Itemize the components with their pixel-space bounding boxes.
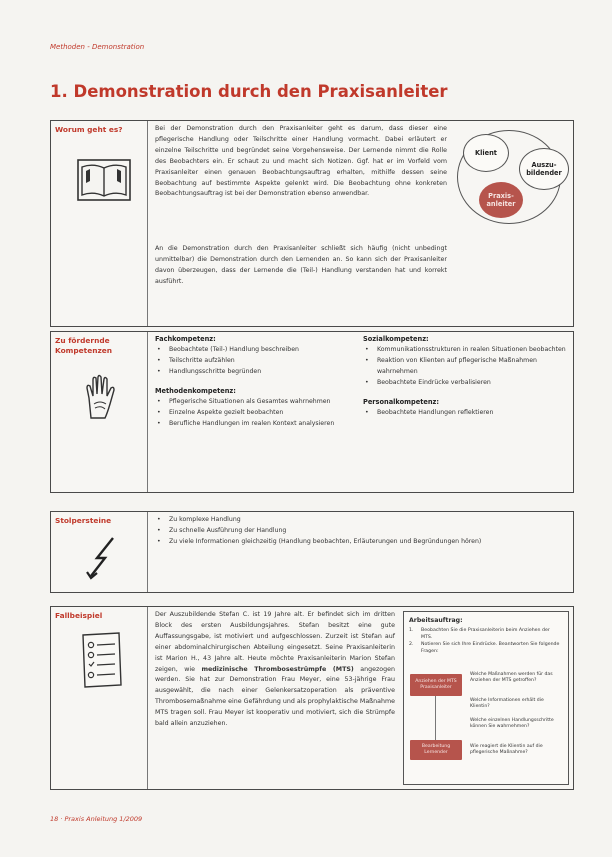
list-fachkompetenz — [155, 345, 353, 378]
heading-personalkompetenz: Personalkompetenz: — [363, 397, 440, 406]
case-paragraph — [155, 610, 395, 730]
list-item: • Handlungsschritte begründen — [155, 367, 353, 378]
list-item: • Kommunikationsstrukturen in realen Situationen beobachten — [363, 345, 567, 356]
why-paragraph-2: An die Demonstration durch den Praxisanleiter schließt sich häufig (nicht unbedingt unmittelbar) die Demonstration durch den Lernenden an. So kann sich der Praxisanleiter davon überzeugen, dass der Lernende die (Teil-) Handlung verstanden hat und korrekt ausführt. — [155, 245, 447, 285]
section-competencies — [50, 331, 574, 493]
list-item: • Beobachtete Eindrücke verbalisieren — [363, 378, 567, 389]
step-text: Beobachten Sie die Praxisanleiterin beim Anziehen der MTS. — [421, 628, 550, 640]
section-label-case: Fallbeispiel — [55, 611, 103, 620]
task-title: Arbeitsauftrag: — [409, 617, 463, 624]
column-divider — [147, 332, 148, 492]
list-item: • Reaktion von Klienten auf pflegerische Maßnahmen wahrnehmen — [363, 356, 567, 378]
column-divider — [147, 607, 148, 789]
section-why — [50, 120, 574, 327]
column-fach-methoden — [155, 334, 353, 429]
diagram-client: Klient — [463, 134, 509, 172]
flow-box-demonstration: Anziehen der MTS Praxisanleiter — [410, 674, 462, 696]
column-divider — [147, 512, 148, 592]
list-item: • Zu komplexe Handlung — [155, 515, 567, 526]
list-item: • Zu viele Informationen gleichzeitig (Handlung beobachten, Erläuterungen und Begründungen hören) — [155, 537, 567, 548]
relationship-diagram — [453, 126, 571, 226]
case-text-before: Der Auszubildende Stefan C. ist 19 Jahre alt. Er befindet sich im dritten Block des ersten Ausbildungsjahres. Stefan besitzt eine gute Auffassungsgabe, ist motiviert und aufgeschlossen. Zurzeit ist Stefan auf einer abdominalchirurgischen Abteilung eingesetzt. Seine Praxisanleiterin ist Marion H., 43 Jahre alt. Heute möchte Praxisanleiterin Marion Stefan zeigen, wie — [155, 611, 395, 673]
heading-sozialkompetenz: Sozialkompetenz: — [363, 335, 429, 343]
question: Welche Maßnahmen werden für das Anziehen der MTS getroffen? — [470, 672, 553, 684]
list-item: • Pflegerische Situationen als Gesamtes wahrnehmen — [155, 397, 353, 408]
hand-icon — [83, 374, 119, 424]
section-pitfalls — [50, 511, 574, 593]
running-header: Methoden - Demonstration — [50, 43, 145, 51]
step-text: Notieren Sie sich Ihre Eindrücke. Beantworten Sie folgende Fragen: — [421, 642, 560, 654]
list-sozialkompetenz — [363, 345, 567, 389]
why-paragraph-1: Bei der Demonstration durch den Praxisanleiter geht es darum, dass dieser eine pflegerische Handlung oder Teilschritte einer Handlung vormacht. Dabei erläutert er einzelne Teilschritte und begründet seine Vorgehensweise. Der Lernende nimmt die Rolle des Beobachters ein. Er schaut zu und macht sich Notizen. Ggf. hat er im Vorfeld vom Praxisanleiter einen genauen Beobachtungsauftrag erhalten, mithilfe dessen seine Beobachtung auf bestimmte Aspekte gelenkt wird. Die Beobachtung ohne konkreten Beobachtungsauftrag ist bei der Demonstration ebenso anwendbar. — [155, 125, 447, 198]
heading-methodenkompetenz: Methodenkompetenz: — [155, 386, 236, 395]
list-item: • Beobachtete (Teil-) Handlung beschreiben — [155, 345, 353, 356]
task-step — [409, 627, 561, 641]
section-label-pitfalls: Stolpersteine — [55, 516, 112, 525]
list-item: • Einzelne Aspekte gezielt beobachten — [155, 408, 353, 419]
list-item: • Teilschritte aufzählen — [155, 356, 353, 367]
list-methodenkompetenz — [155, 397, 353, 430]
list-item: • Beobachtete Handlungen reflektieren — [363, 408, 567, 419]
column-sozial-personal — [363, 334, 567, 419]
page-footer: 18 · Praxis Anleitung 1/2009 — [50, 815, 143, 823]
step-number: 2. — [409, 642, 414, 647]
lightning-arrow-icon — [85, 536, 117, 584]
task-box — [403, 611, 569, 785]
question: Wie reagiert die Klientin auf die pflegerische Maßnahme? — [470, 744, 543, 756]
page-title: 1. Demonstration durch den Praxisanleiter — [50, 82, 448, 101]
step-number: 1. — [409, 628, 414, 633]
list-pitfalls — [155, 515, 567, 548]
flow-box-learner: Bearbeitung Lernender — [410, 740, 462, 760]
task-steps — [409, 627, 561, 655]
section-label-why: Worum geht es? — [55, 125, 123, 134]
task-step — [409, 641, 561, 655]
case-text-bold: medizinische Thrombosestrümpfe (MTS) — [201, 665, 354, 673]
question: Welche einzelnen Handlungsschritte können Sie wahrnehmen? — [470, 718, 554, 730]
list-item: • Zu schnelle Ausführung der Handlung — [155, 526, 567, 537]
list-personalkompetenz — [363, 408, 567, 419]
question: Welche Informationen erhält die Klientin? — [470, 698, 544, 710]
heading-fachkompetenz: Fachkompetenz: — [155, 335, 216, 343]
list-item: • Berufliche Handlungen im realen Kontext analysieren — [155, 419, 353, 430]
diagram-instructor: Praxis- anleiter — [479, 182, 523, 218]
flow-arrow — [435, 696, 436, 740]
column-divider — [147, 121, 148, 326]
diagram-learner: Auszu- bildender — [519, 148, 569, 190]
case-text-after: angezogen werden. Sie hat zur Demonstration Frau Meyer, eine 53-jährige Frau ausgewählt, die nach einer Gelenkersatzoperation als präventive Thrombosemaßnahme eine Gefährdung und als prophylaktische Maßnahme MTS tragen soll. Frau Meyer ist kooperativ und motiviert, sich die Strümpfe bald allein anzuziehen. — [155, 665, 395, 728]
section-label-competencies: Zu fördernde Kompetenzen — [55, 336, 113, 355]
open-book-icon — [77, 159, 131, 205]
checklist-icon — [77, 631, 125, 693]
section-case — [50, 606, 574, 790]
